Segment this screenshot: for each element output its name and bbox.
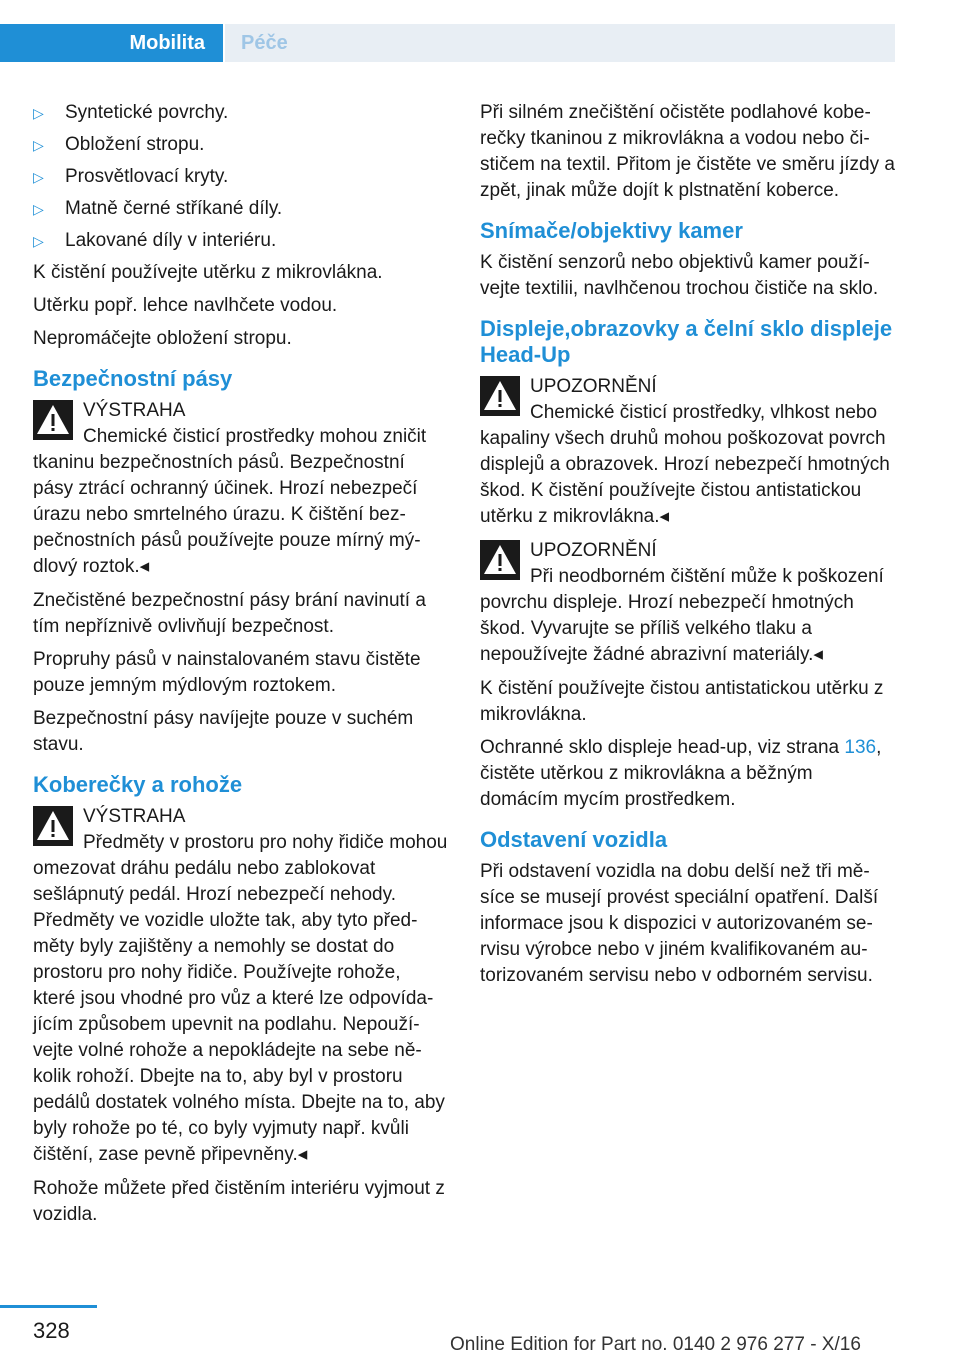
- page-reference-link[interactable]: 136: [844, 737, 877, 758]
- warning-triangle-icon: [33, 806, 73, 846]
- warning-box: [33, 804, 448, 1168]
- warning-triangle-icon: [480, 376, 520, 416]
- warning-text: Předměty v prostoru pro nohy řidiče mohou omezovat dráhu pedálu nebo zablokovat sešlápnutý pedál. Hrozí nebezpečí nehody. Předměty ve vozidle uložte tak, aby tyto předměty byly zajištěny a nemohly se dostat do prostoru pro nohy řidiče. Používejte rohože, které jsou vhodné pro vůz a které lze odpovídajícím způsobem upevnit na podlahu. Nepoužívejte volné rohože a nepokládejte na sebe několik rohoží. Dbejte na to, aby byl v prostoru pedálů dostatek volného místa. Dbejte na to, aby byly rohože po té, co byly vyjmuty např. kvůli čištění, zase pevně připevněny.◂: [33, 832, 448, 1165]
- notice-title: UPOZORNĚNÍ: [530, 376, 657, 397]
- warning-title: VÝSTRAHA: [83, 806, 186, 827]
- list-item: ▷ Syntetické povrchy.: [33, 100, 448, 126]
- paragraph: Znečistěné bezpečnostní pásy brání navinutí a tím nepříznivě ovlivňují bezpečnost.: [33, 590, 426, 637]
- triangle-bullet-icon: ▷: [33, 105, 44, 121]
- page-number: 328: [33, 1318, 70, 1343]
- paragraph: Propruhy pásů v nainstalovaném stavu čistěte pouze jemným mýdlovým roztokem.: [33, 649, 421, 696]
- chapter-tabs: [0, 24, 895, 62]
- section-heading-cameras: Snímače/objektivy kamer: [480, 218, 743, 243]
- triangle-bullet-icon: ▷: [33, 233, 44, 249]
- list-item: ▷ Obložení stropu.: [33, 132, 448, 158]
- section-heading-mats: Koberečky a rohože: [33, 772, 243, 797]
- paragraph: K čistění senzorů nebo objektivů kamer používejte textilii, navlhčenou trochou čističe na sklo.: [480, 252, 879, 299]
- paragraph: Bezpečnostní pásy navíjejte pouze v suchém stavu.: [33, 708, 414, 755]
- warning-text: Chemické čisticí prostředky mohou zničit tkaninu bezpečnostních pásů. Bezpečnostní pásy ztrácí ochranný účinek. Hrozí nebezpečí úrazu nebo smrtelného úrazu. K čištění bezpečnostních pásů používejte pouze mírný mýdlový roztok.◂: [33, 426, 427, 577]
- tab-mobilita[interactable]: Mobilita: [0, 24, 223, 62]
- notice-title: UPOZORNĚNÍ: [530, 540, 657, 561]
- notice-box: [480, 538, 895, 668]
- list-item: ▷ Lakované díly v interiéru.: [33, 228, 448, 254]
- notice-text: Chemické čisticí prostředky, vlhkost nebo kapaliny všech druhů mohou poškozovat povrch displejů a obrazovek. Hrozí nebezpečí hmotných škod. K čistění používejte čistou antistatickou utěrku z mikrovlákna.◂: [480, 402, 890, 527]
- paragraph: K čistění používejte čistou antistatickou utěrku z mikrovlákna.: [480, 678, 884, 725]
- notice-text: Při neodborném čištění může k poškození povrchu displeje. Hrozí nebezpečí hmotných škod. Vyvarujte se příliš velkého tlaku a nepoužívejte žádné abrazivní materiály.◂: [480, 566, 884, 665]
- left-column: [33, 100, 448, 1235]
- paragraph: Nepromáčejte obložení stropu.: [33, 328, 292, 349]
- tab-pece[interactable]: Péče: [225, 24, 895, 62]
- list-item: ▷ Matně černé stříkané díly.: [33, 196, 448, 222]
- edition-footer: Online Edition for Part no. 0140 2 976 277 - X/16: [450, 1334, 861, 1355]
- warning-triangle-icon: [480, 540, 520, 580]
- warning-triangle-icon: [33, 400, 73, 440]
- paragraph: Rohože můžete před čistěním interiéru vyjmout z vozidla.: [33, 1178, 445, 1225]
- paragraph: Ochranné sklo displeje head-up, viz strana 136, čistěte utěrkou z mikrovlákna a běžným domácím mycím prostředkem.: [480, 737, 882, 810]
- triangle-bullet-icon: ▷: [33, 201, 44, 217]
- footer-rule: [0, 1305, 97, 1308]
- triangle-bullet-icon: ▷: [33, 137, 44, 153]
- section-heading-belts: Bezpečnostní pásy: [33, 366, 233, 391]
- list-item: ▷ Prosvětlovací kryty.: [33, 164, 448, 190]
- paragraph: Při odstavení vozidla na dobu delší než tři měsíce se musejí provést speciální opatření. Další informace jsou k dispozici v autorizovaném servisu výrobce nebo v jiném kvalifikovaném autorizovaném servisu nebo v odborném servisu.: [480, 861, 879, 986]
- right-column: [480, 100, 895, 996]
- notice-box: [480, 374, 895, 530]
- section-heading-displays: Displeje,obrazovky a čelní sklo displeje Head-Up: [480, 316, 893, 367]
- section-heading-parking: Odstavení vozidla: [480, 827, 668, 852]
- warning-box: [33, 398, 448, 580]
- paragraph: Utěrku popř. lehce navlhčete vodou.: [33, 295, 338, 316]
- paragraph: Při silném znečištění očistěte podlahové koberečky tkaninou z mikrovlákna a vodou nebo čističem na textil. Přitom je čistěte ve směru jízdy a zpět, jinak může dojít k plstnatění koberce.: [480, 102, 895, 201]
- warning-title: VÝSTRAHA: [83, 400, 186, 421]
- paragraph: K čistění používejte utěrku z mikrovlákna.: [33, 262, 383, 283]
- triangle-bullet-icon: ▷: [33, 169, 44, 185]
